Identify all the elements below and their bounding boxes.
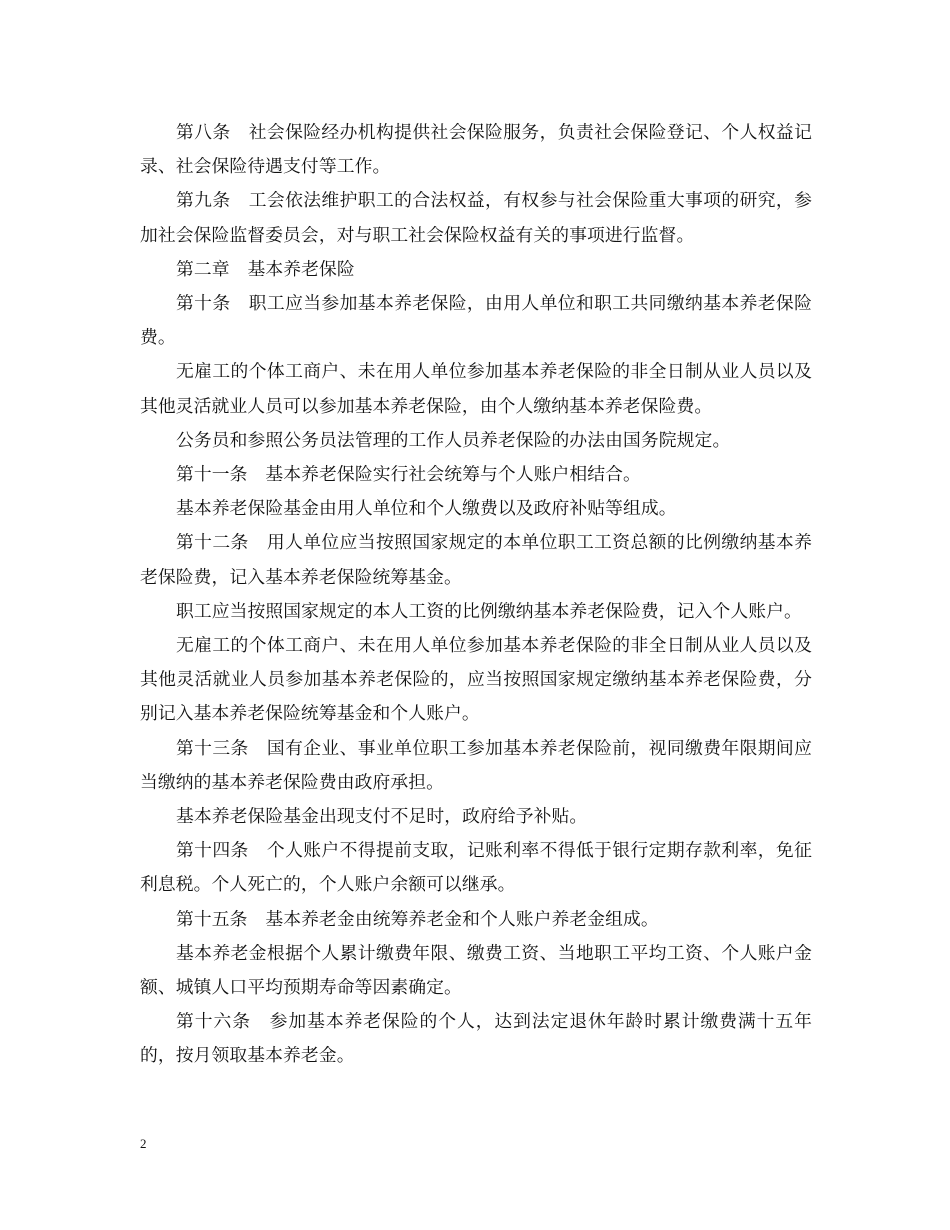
paragraph: 基本养老保险基金出现支付不足时，政府给予补贴。 [176, 806, 588, 828]
page-body [140, 116, 812, 1074]
paragraph: 职工应当按照国家规定的本人工资的比例缴纳基本养老保险费，记入个人账户。 [176, 600, 802, 622]
paragraph-article-10: 第十条 职工应当参加基本养老保险，由用人单位和职工共同缴纳基本养老保险费。 [140, 293, 812, 349]
paragraph: 无雇工的个体工商户、未在用人单位参加基本养老保险的非全日制从业人员以及其他灵活就业人员参加基本养老保险的，应当按照国家规定缴纳基本养老保险费，分别记入基本养老保险统筹基金和个人账户。 [140, 635, 812, 725]
page-number: 2 [140, 1136, 147, 1151]
paragraph: 基本养老金根据个人累计缴费年限、缴费工资、当地职工平均工资、个人账户金额、城镇人口平均预期寿命等因素确定。 [140, 942, 812, 999]
paragraph: 无雇工的个体工商户、未在用人单位参加基本养老保险的非全日制从业人员以及其他灵活就业人员可以参加基本养老保险，由个人缴纳基本养老保险费。 [140, 361, 812, 417]
paragraph-article-11: 第十一条 基本养老保险实行社会统筹与个人账户相结合。 [176, 464, 641, 486]
paragraph-article-13: 第十三条 国有企业、事业单位职工参加基本养老保险前，视同缴费年限期间应当缴纳的基本养老保险费由政府承担。 [140, 737, 812, 793]
paragraph: 基本养老保险基金由用人单位和个人缴费以及政府补贴等组成。 [176, 498, 677, 520]
paragraph-article-16: 第十六条 参加基本养老保险的个人，达到法定退休年龄时累计缴费满十五年的，按月领取基本养老金。 [140, 1011, 812, 1067]
paragraph-article-12: 第十二条 用人单位应当按照国家规定的本单位职工工资总额的比例缴纳基本养老保险费，记入基本养老保险统筹基金。 [140, 532, 812, 588]
paragraph-article-15: 第十五条 基本养老金由统筹养老金和个人账户养老金组成。 [176, 908, 659, 930]
paragraph-article-9: 第九条 工会依法维护职工的合法权益，有权参与社会保险重大事项的研究，参加社会保险监督委员会，对与职工社会保险权益有关的事项进行监督。 [140, 190, 812, 246]
chapter-heading: 第二章 基本养老保险 [176, 258, 355, 280]
paragraph-article-14: 第十四条 个人账户不得提前支取，记账利率不得低于银行定期存款利率，免征利息税。个人死亡的，个人账户余额可以继承。 [140, 840, 812, 896]
paragraph: 公务员和参照公务员法管理的工作人员养老保险的办法由国务院规定。 [176, 429, 731, 451]
paragraph-article-8: 第八条 社会保险经办机构提供社会保险服务，负责社会保险登记、个人权益记录、社会保险待遇支付等工作。 [140, 122, 812, 178]
